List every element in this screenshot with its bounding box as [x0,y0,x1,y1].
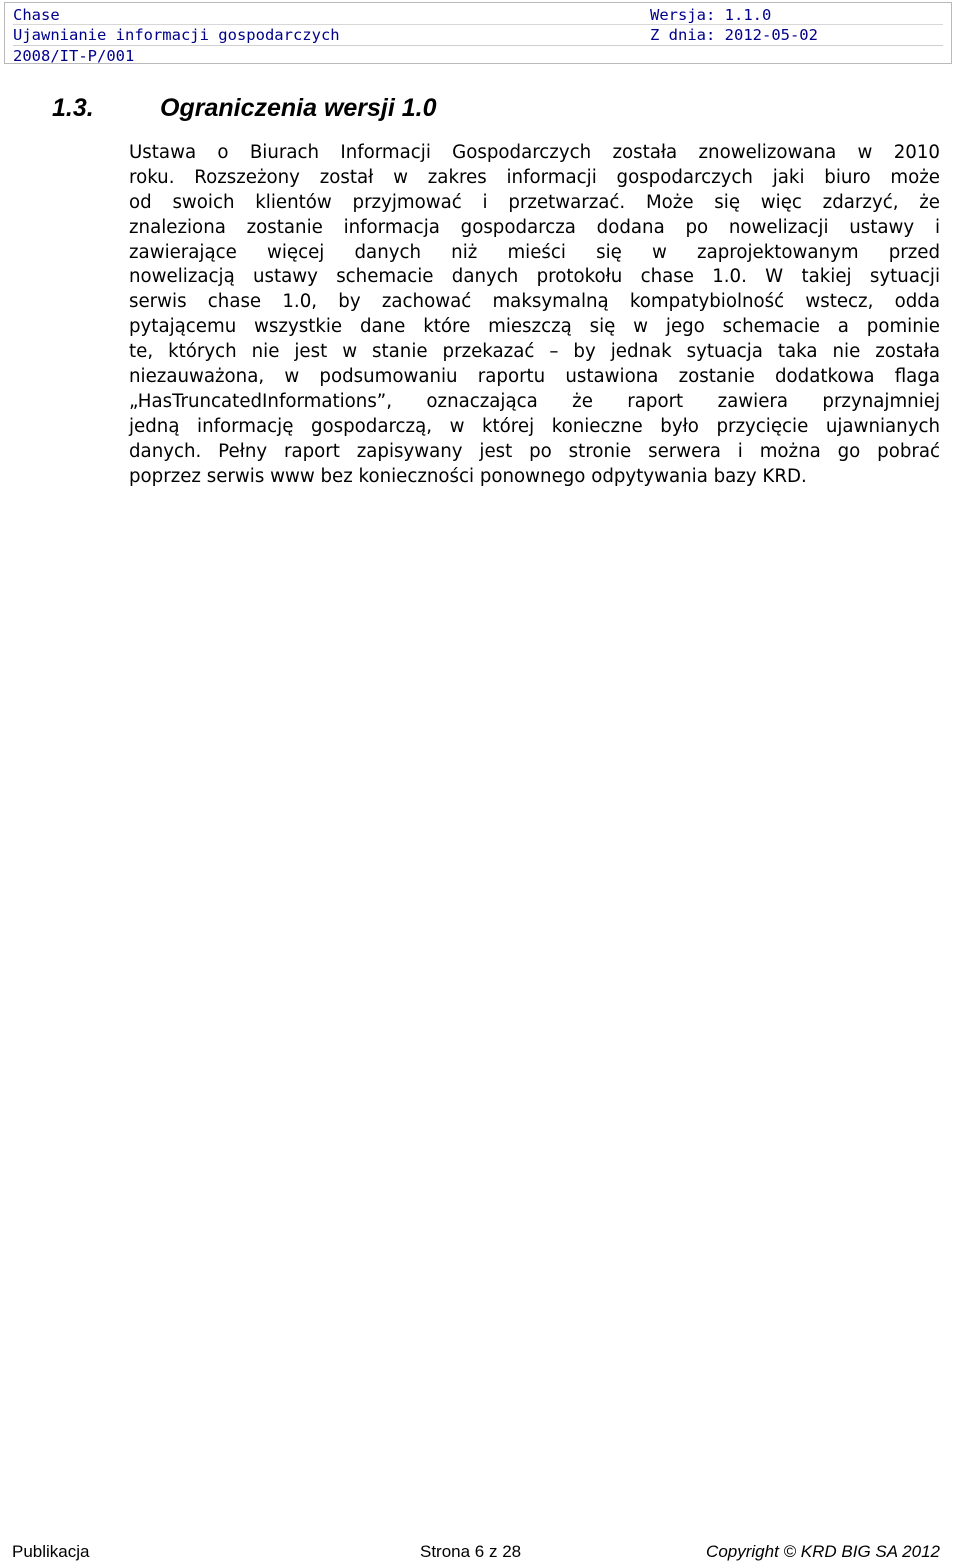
paragraph-line: te, których nie jest w stanie przekazać – by jednak sytuacja taka nie została [129,341,940,363]
header-row-1 [13,5,943,25]
paragraph-line: pytającemu wszystkie dane które mieszczą się w jego schemacie a pominie [129,316,940,338]
document-footer [12,1542,940,1564]
footer-page-number: Strona 6 z 28 [420,1542,522,1561]
header-project: Chase [13,6,60,24]
paragraph-line: nowelizacją ustawy schemacie danych protokołu chase 1.0. W takiej sytuacji [129,266,940,288]
header-title: Ujawnianie informacji gospodarczych [13,26,340,44]
section-title: Ograniczenia wersji 1.0 [160,94,437,122]
footer-publication: Publikacja [12,1542,90,1561]
header-code: 2008/IT-P/001 [13,47,135,65]
paragraph-line: znaleziona zostanie informacja gospodarcza dodana po nowelizacji ustawy i [129,216,940,238]
section-number: 1.3. [52,94,94,122]
body-paragraph [129,141,940,489]
paragraph-line: niezauważona, w podsumowaniu raportu ustawiona zostanie dodatkowa flaga [129,366,940,388]
section-heading [52,94,437,123]
paragraph-line: „HasTruncatedInformations”, oznaczająca że raport zawiera przynajmniej [129,390,940,412]
header-row-2 [13,25,943,45]
header-row-3 [13,45,943,66]
header-date: Z dnia: 2012-05-02 [650,26,818,44]
header-version: Wersja: 1.1.0 [650,6,772,24]
paragraph-line: danych. Pełny raport zapisywany jest po stronie serwera i można go pobrać [129,440,940,462]
paragraph-line: jedną informację gospodarczą, w której konieczne było przycięcie ujawnianych [129,415,940,437]
paragraph-line: poprzez serwis www bez konieczności ponownego odpytywania bazy KRD. [129,465,807,487]
document-header [4,2,952,64]
footer-copyright: Copyright © KRD BIG SA 2012 [706,1542,940,1561]
paragraph-line: Ustawa o Biurach Informacji Gospodarczych została znowelizowana w 2010 [129,142,940,163]
paragraph-line: roku. Rozszeżony został w zakres informacji gospodarczych jaki biuro może [129,166,940,188]
paragraph-line: serwis chase 1.0, by zachować maksymalną kompatybiolność wstecz, odda [129,291,940,313]
paragraph-line: zawierające więcej danych niż mieści się w zaprojektowanym przed [129,241,940,263]
paragraph-line: od swoich klientów przyjmować i przetwarzać. Może się więc zdarzyć, że [129,191,940,213]
